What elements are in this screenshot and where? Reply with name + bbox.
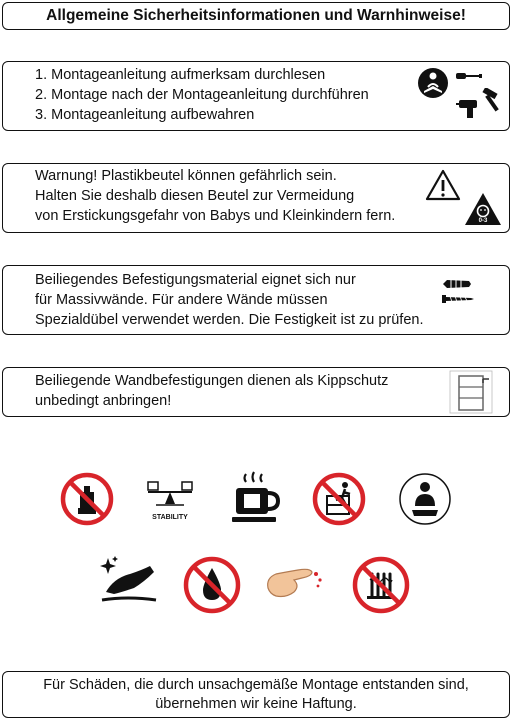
sit-no-weight-icon xyxy=(398,472,452,526)
assembly-step-1: 1. Montageanleitung aufmerksam durchlesen xyxy=(35,67,326,83)
stability-icon xyxy=(146,478,194,510)
fastening-line-3: Spezialdübel verwendet werden. Die Festigkeit ist zu prüfen. xyxy=(35,312,424,328)
fastening-box xyxy=(2,265,510,335)
page-title: Allgemeine Sicherheitsinformationen und Warnhinweise! xyxy=(46,7,466,24)
tipover-line-2: unbedingt anbringen! xyxy=(35,393,172,409)
no-liquid-icon xyxy=(183,556,241,614)
fastening-line-1: Beiliegendes Befestigungsmaterial eignet sich nur xyxy=(35,272,356,288)
assembly-step-2: 2. Montage nach der Montageanleitung durchführen xyxy=(35,87,369,103)
no-heating-icon xyxy=(352,556,410,614)
drill-icon xyxy=(455,96,481,120)
wall-plug-icon xyxy=(441,279,473,289)
screwdriver-icon xyxy=(455,70,483,82)
cleaning-hand-icon xyxy=(100,556,158,608)
warning-triangle-icon xyxy=(425,169,461,201)
assembly-box xyxy=(2,61,510,131)
disclaimer-line-1: Für Schäden, die durch unsachgemäße Montage entstanden sind, xyxy=(43,677,469,693)
no-climbing-icon xyxy=(312,472,366,526)
liability-disclaimer-box xyxy=(2,671,510,718)
age-badge-label: 0-3 xyxy=(478,218,488,224)
bag-warning-line-1: Warnung! Plastikbeutel können gefährlich sein. xyxy=(35,168,337,184)
stability-label: STABILITY xyxy=(152,514,188,521)
tipover-box xyxy=(2,367,510,417)
hammer-icon xyxy=(481,88,505,114)
disclaimer-line-2: übernehmen wir keine Haftung. xyxy=(155,696,357,712)
screw-icon xyxy=(441,294,475,304)
read-manual-icon xyxy=(417,67,449,99)
tipover-line-1: Beiliegende Wandbefestigungen dienen als Kippschutz xyxy=(35,373,389,389)
shelf-wall-mount-icon xyxy=(449,370,493,414)
hot-drink-icon xyxy=(230,470,282,526)
fastening-line-2: für Massivwände. Für andere Wände müssen xyxy=(35,292,328,308)
bag-warning-line-3: von Erstickungsgefahr von Babys und Kleinkindern fern. xyxy=(35,208,396,224)
bag-warning-line-2: Halten Sie deshalb diesen Beutel zur Vermeidung xyxy=(35,188,355,204)
bag-warning-box xyxy=(2,163,510,233)
assembly-step-3: 3. Montageanleitung aufbewahren xyxy=(35,107,255,123)
title-box xyxy=(2,2,510,30)
sharp-edge-finger-icon xyxy=(264,564,326,604)
no-heavy-weight-icon xyxy=(60,472,114,526)
